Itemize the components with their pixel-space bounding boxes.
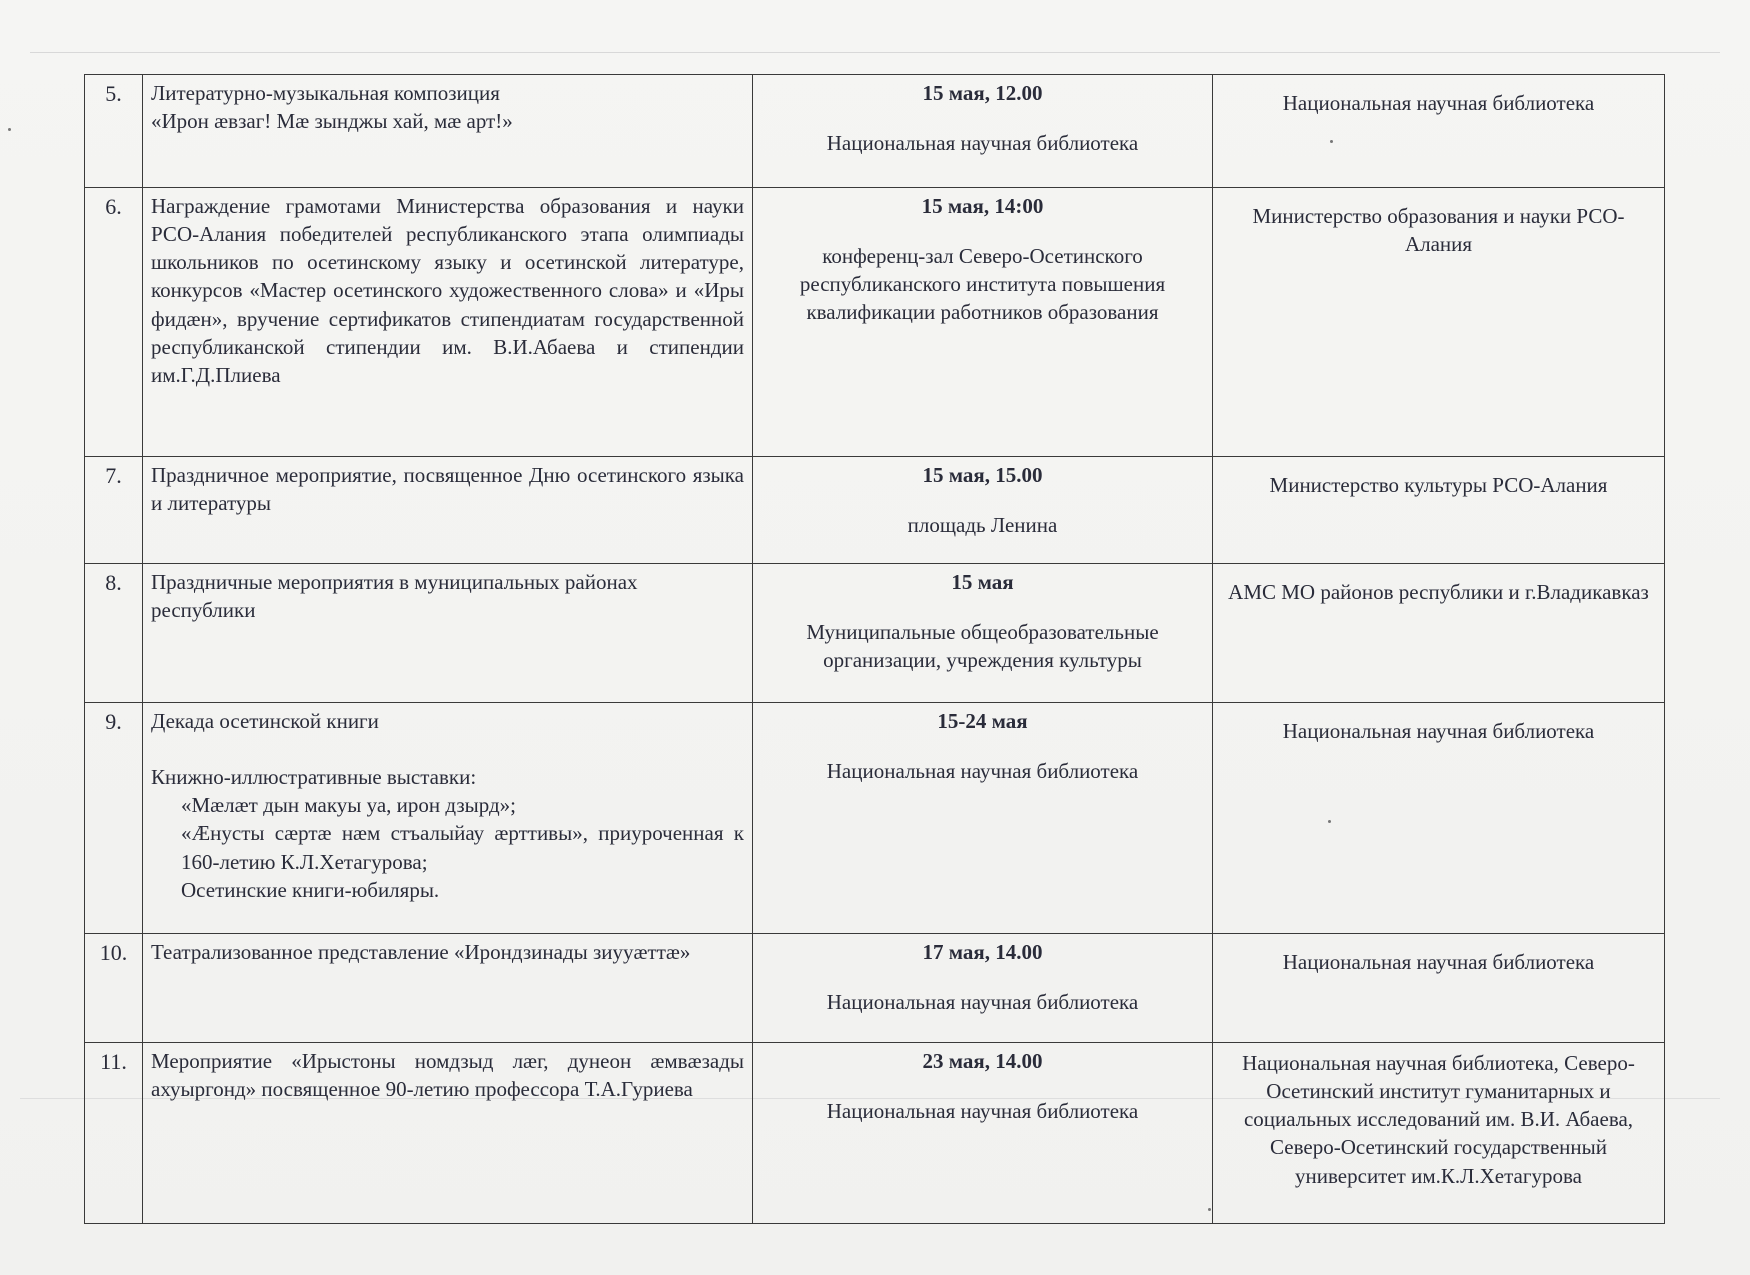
exhibition-heading: Книжно-иллюстративные выставки:: [151, 765, 477, 790]
table-row: [85, 934, 1665, 1043]
event-organizer: АМС МО районов республики и г.Владикавказ: [1213, 564, 1665, 703]
event-time-place: [753, 1043, 1213, 1224]
event-time-place: [753, 75, 1213, 188]
event-description: Награждение грамотами Министерства образования и науки РСО-Алания победителей республиканского этапа олимпиады школьников по осетинскому языку и осетинской литературе, конкурсов «Мастер осетинского художественного слова» и «Иры фидæн», вручение сертификатов стипендиатам государственной республиканской стипендии им. В.И.Абаева и стипендии им.Г.Д.Плиева: [143, 188, 753, 457]
event-venue: площадь Ленина: [907, 513, 1058, 538]
event-venue: Муниципальные общеобразовательные организации, учреждения культуры: [806, 620, 1159, 673]
event-organizer: Национальная научная библиотека: [1213, 75, 1665, 188]
event-title: Литературно-музыкальная композиция: [151, 81, 500, 105]
row-number: 7.: [85, 457, 143, 564]
row-number: 10.: [85, 934, 143, 1043]
event-date: 15 мая, 15.00: [922, 463, 1043, 487]
table-row: [85, 75, 1665, 188]
event-description: [143, 75, 753, 188]
event-date: 15 мая, 14:00: [921, 194, 1044, 218]
scan-edge-line: [30, 52, 1720, 53]
row-number: 6.: [85, 188, 143, 457]
event-time-place: [753, 934, 1213, 1043]
events-table-wrapper: [84, 74, 1664, 1224]
event-venue: Национальная научная библиотека: [826, 990, 1139, 1015]
event-date: 17 мая, 14.00: [922, 940, 1043, 964]
row-number: 11.: [85, 1043, 143, 1224]
event-description: Праздничное мероприятие, посвященное Дню осетинского языка и литературы: [143, 457, 753, 564]
event-venue: конференц-зал Северо-Осетинского республиканского института повышения квалификации работников образования: [799, 244, 1166, 325]
event-time-place: [753, 564, 1213, 703]
event-organizer: Министерство культуры РСО-Алания: [1213, 457, 1665, 564]
row-number: 9.: [85, 703, 143, 934]
table-row: [85, 1043, 1665, 1224]
events-table: [84, 74, 1665, 1224]
event-description: [143, 703, 753, 934]
event-organizer: Национальная научная библиотека, Северо-Осетинский институт гуманитарных и социальных исследований им. В.И. Абаева, Северо-Осетинский государственный университет им.К.Л.Хетагурова: [1213, 1043, 1665, 1224]
table-row: [85, 457, 1665, 564]
exhibition-item: Осетинские книги-юбиляры.: [181, 877, 440, 902]
table-row: [85, 703, 1665, 934]
event-time-place: [753, 457, 1213, 564]
event-description: Праздничные мероприятия в муниципальных районах республики: [143, 564, 753, 703]
event-time-place: [753, 703, 1213, 934]
event-description: Мероприятие «Ирыстоны номдзыд лæг, дунеон æмвæзады ахуыргонд» посвященное 90-летию профессора Т.А.Гуриева: [143, 1043, 753, 1224]
event-venue: Национальная научная библиотека: [826, 131, 1139, 156]
event-date: 15-24 мая: [937, 709, 1028, 733]
row-number: 8.: [85, 564, 143, 703]
event-date: 23 мая, 14.00: [922, 1049, 1043, 1073]
exhibition-item: «Мæлæт дын макуы уа, ирон дзырд»;: [181, 793, 516, 818]
event-title: Декада осетинской книги: [151, 709, 379, 733]
row-number: 5.: [85, 75, 143, 188]
event-venue: Национальная научная библиотека: [826, 759, 1139, 784]
event-date: 15 мая, 12.00: [922, 81, 1043, 105]
table-row: [85, 188, 1665, 457]
event-organizer: Национальная научная библиотека: [1213, 934, 1665, 1043]
event-organizer: Министерство образования и науки РСО-Алания: [1213, 188, 1665, 457]
event-description: Театрализованное представление «Ирондзинады зиууæттæ»: [143, 934, 753, 1043]
scan-speck: [8, 128, 11, 131]
exhibition-item: «Æнусты сæртæ нæм стъалыйау æрттивы», приуроченная к 160-летию К.Л.Хетагурова;: [181, 821, 744, 874]
event-time-place: [753, 188, 1213, 457]
event-venue: Национальная научная библиотека: [826, 1099, 1139, 1124]
table-row: [85, 564, 1665, 703]
event-organizer: Национальная научная библиотека: [1213, 703, 1665, 934]
event-subtitle: «Ирон æвзаг! Мæ зынджы хай, мæ арт!»: [151, 109, 513, 134]
event-date: 15 мая: [951, 570, 1014, 594]
